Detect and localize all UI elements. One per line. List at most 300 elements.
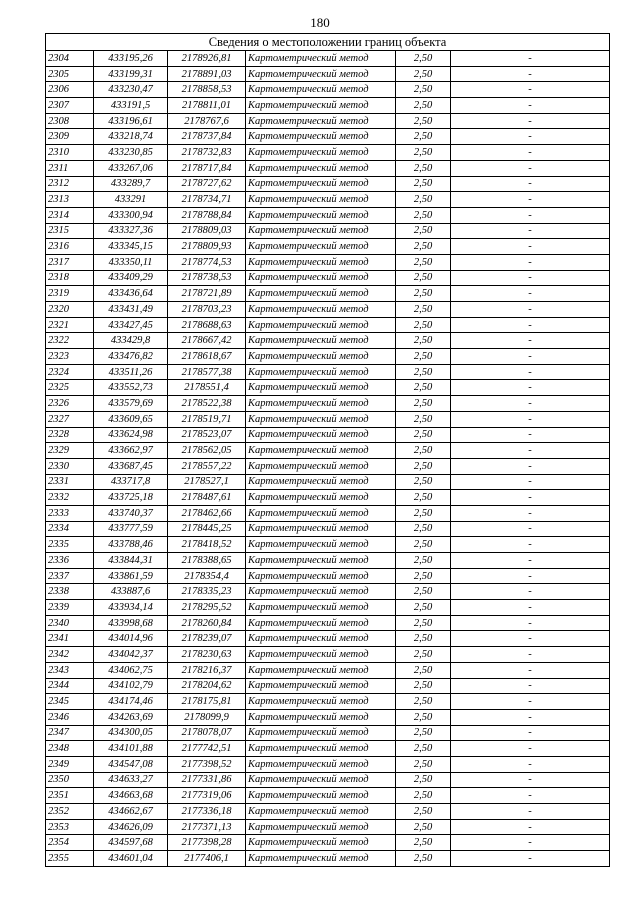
cell-accuracy: 2,50	[396, 741, 451, 757]
cell-point-number: 2342	[46, 647, 94, 663]
cell-accuracy: 2,50	[396, 772, 451, 788]
cell-accuracy: 2,50	[396, 694, 451, 710]
cell-coordinate-x: 433777,59	[94, 521, 168, 537]
cell-method: Картометрический метод	[246, 82, 396, 98]
table-row	[46, 458, 610, 474]
table-row	[46, 254, 610, 270]
cell-method: Картометрический метод	[246, 427, 396, 443]
cell-coordinate-x: 433427,45	[94, 317, 168, 333]
cell-point-number: 2344	[46, 678, 94, 694]
cell-method: Картометрический метод	[246, 270, 396, 286]
cell-coordinate-y: 2177319,06	[168, 788, 246, 804]
cell-point-number: 2341	[46, 631, 94, 647]
cell-coordinate-y: 2178260,84	[168, 615, 246, 631]
cell-coordinate-x: 434174,46	[94, 694, 168, 710]
cell-description: -	[451, 443, 610, 459]
cell-description: -	[451, 411, 610, 427]
cell-point-number: 2306	[46, 82, 94, 98]
cell-coordinate-x: 433191,5	[94, 98, 168, 114]
cell-coordinate-y: 2178688,63	[168, 317, 246, 333]
cell-coordinate-y: 2178295,52	[168, 600, 246, 616]
cell-method: Картометрический метод	[246, 286, 396, 302]
cell-coordinate-x: 433998,68	[94, 615, 168, 631]
cell-coordinate-y: 2178557,22	[168, 458, 246, 474]
cell-coordinate-x: 433788,46	[94, 537, 168, 553]
cell-coordinate-x: 434547,08	[94, 756, 168, 772]
cell-point-number: 2338	[46, 584, 94, 600]
cell-coordinate-y: 2178523,07	[168, 427, 246, 443]
cell-accuracy: 2,50	[396, 223, 451, 239]
cell-accuracy: 2,50	[396, 270, 451, 286]
cell-point-number: 2339	[46, 600, 94, 616]
cell-point-number: 2328	[46, 427, 94, 443]
cell-coordinate-x: 434662,67	[94, 804, 168, 820]
cell-coordinate-y: 2178487,61	[168, 490, 246, 506]
cell-description: -	[451, 819, 610, 835]
cell-point-number: 2335	[46, 537, 94, 553]
cell-coordinate-y: 2178926,81	[168, 51, 246, 67]
cell-coordinate-y: 2177331,86	[168, 772, 246, 788]
cell-coordinate-x: 434062,75	[94, 662, 168, 678]
cell-accuracy: 2,50	[396, 286, 451, 302]
cell-description: -	[451, 851, 610, 867]
cell-accuracy: 2,50	[396, 804, 451, 820]
cell-point-number: 2311	[46, 160, 94, 176]
cell-coordinate-x: 434633,27	[94, 772, 168, 788]
cell-point-number: 2331	[46, 474, 94, 490]
cell-coordinate-x: 433230,47	[94, 82, 168, 98]
cell-coordinate-x: 433579,69	[94, 396, 168, 412]
cell-coordinate-x: 434601,04	[94, 851, 168, 867]
cell-description: -	[451, 647, 610, 663]
cell-point-number: 2307	[46, 98, 94, 114]
cell-method: Картометрический метод	[246, 364, 396, 380]
cell-method: Картометрический метод	[246, 474, 396, 490]
cell-coordinate-x: 433609,65	[94, 411, 168, 427]
cell-accuracy: 2,50	[396, 254, 451, 270]
cell-method: Картометрический метод	[246, 851, 396, 867]
cell-point-number: 2327	[46, 411, 94, 427]
cell-accuracy: 2,50	[396, 98, 451, 114]
cell-method: Картометрический метод	[246, 223, 396, 239]
cell-coordinate-x: 433267,06	[94, 160, 168, 176]
cell-coordinate-x: 433327,36	[94, 223, 168, 239]
table-row	[46, 709, 610, 725]
cell-description: -	[451, 254, 610, 270]
cell-coordinate-y: 2177742,51	[168, 741, 246, 757]
cell-coordinate-x: 434101,88	[94, 741, 168, 757]
cell-coordinate-y: 2178418,52	[168, 537, 246, 553]
cell-method: Картометрический метод	[246, 349, 396, 365]
cell-description: -	[451, 537, 610, 553]
cell-point-number: 2319	[46, 286, 94, 302]
cell-method: Картометрический метод	[246, 725, 396, 741]
table-row	[46, 333, 610, 349]
table-row	[46, 788, 610, 804]
table-row	[46, 647, 610, 663]
cell-description: -	[451, 568, 610, 584]
cell-point-number: 2324	[46, 364, 94, 380]
cell-point-number: 2340	[46, 615, 94, 631]
cell-point-number: 2348	[46, 741, 94, 757]
table-row	[46, 207, 610, 223]
table-row	[46, 51, 610, 67]
cell-accuracy: 2,50	[396, 427, 451, 443]
cell-method: Картометрический метод	[246, 631, 396, 647]
cell-point-number: 2305	[46, 66, 94, 82]
cell-description: -	[451, 380, 610, 396]
cell-description: -	[451, 113, 610, 129]
cell-coordinate-y: 2178738,53	[168, 270, 246, 286]
cell-accuracy: 2,50	[396, 411, 451, 427]
cell-accuracy: 2,50	[396, 364, 451, 380]
cell-method: Картометрический метод	[246, 443, 396, 459]
cell-accuracy: 2,50	[396, 521, 451, 537]
cell-point-number: 2347	[46, 725, 94, 741]
table-row	[46, 662, 610, 678]
cell-coordinate-y: 2177398,52	[168, 756, 246, 772]
table-row	[46, 694, 610, 710]
cell-method: Картометрический метод	[246, 207, 396, 223]
cell-accuracy: 2,50	[396, 647, 451, 663]
cell-description: -	[451, 333, 610, 349]
cell-description: -	[451, 521, 610, 537]
table-row	[46, 427, 610, 443]
cell-method: Картометрический метод	[246, 98, 396, 114]
cell-coordinate-x: 434102,79	[94, 678, 168, 694]
cell-coordinate-y: 2178388,65	[168, 553, 246, 569]
table-row	[46, 129, 610, 145]
table-row	[46, 239, 610, 255]
cell-point-number: 2336	[46, 553, 94, 569]
table-row	[46, 600, 610, 616]
cell-coordinate-y: 2178522,38	[168, 396, 246, 412]
cell-point-number: 2320	[46, 302, 94, 318]
table-row	[46, 396, 610, 412]
cell-method: Картометрический метод	[246, 647, 396, 663]
cell-description: -	[451, 364, 610, 380]
cell-coordinate-x: 433934,14	[94, 600, 168, 616]
table-row	[46, 553, 610, 569]
cell-method: Картометрический метод	[246, 804, 396, 820]
cell-coordinate-y: 2178737,84	[168, 129, 246, 145]
cell-coordinate-y: 2177406,1	[168, 851, 246, 867]
cell-coordinate-y: 2178562,05	[168, 443, 246, 459]
cell-coordinate-x: 433195,26	[94, 51, 168, 67]
cell-method: Картометрический метод	[246, 302, 396, 318]
cell-accuracy: 2,50	[396, 662, 451, 678]
cell-method: Картометрический метод	[246, 537, 396, 553]
table-row	[46, 851, 610, 867]
cell-coordinate-y: 2178667,42	[168, 333, 246, 349]
table-row	[46, 82, 610, 98]
cell-description: -	[451, 176, 610, 192]
cell-point-number: 2316	[46, 239, 94, 255]
cell-point-number: 2354	[46, 835, 94, 851]
cell-description: -	[451, 553, 610, 569]
cell-coordinate-y: 2178078,07	[168, 725, 246, 741]
cell-coordinate-y: 2178099,9	[168, 709, 246, 725]
cell-coordinate-x: 433300,94	[94, 207, 168, 223]
cell-coordinate-y: 2178788,84	[168, 207, 246, 223]
cell-method: Картометрический метод	[246, 254, 396, 270]
cell-point-number: 2315	[46, 223, 94, 239]
table-row	[46, 772, 610, 788]
cell-description: -	[451, 490, 610, 506]
cell-description: -	[451, 270, 610, 286]
cell-coordinate-y: 2178732,83	[168, 145, 246, 161]
cell-description: -	[451, 396, 610, 412]
table-row	[46, 835, 610, 851]
cell-coordinate-x: 433436,64	[94, 286, 168, 302]
cell-accuracy: 2,50	[396, 600, 451, 616]
cell-accuracy: 2,50	[396, 537, 451, 553]
cell-description: -	[451, 505, 610, 521]
cell-point-number: 2309	[46, 129, 94, 145]
cell-description: -	[451, 239, 610, 255]
cell-coordinate-x: 434263,69	[94, 709, 168, 725]
cell-point-number: 2351	[46, 788, 94, 804]
cell-point-number: 2310	[46, 145, 94, 161]
cell-coordinate-x: 433199,31	[94, 66, 168, 82]
cell-description: -	[451, 756, 610, 772]
cell-description: -	[451, 600, 610, 616]
cell-point-number: 2308	[46, 113, 94, 129]
cell-coordinate-x: 434626,09	[94, 819, 168, 835]
cell-point-number: 2355	[46, 851, 94, 867]
cell-coordinate-y: 2178618,67	[168, 349, 246, 365]
table-row	[46, 443, 610, 459]
cell-point-number: 2304	[46, 51, 94, 67]
cell-description: -	[451, 631, 610, 647]
cell-coordinate-y: 2178216,37	[168, 662, 246, 678]
cell-description: -	[451, 145, 610, 161]
table-row	[46, 490, 610, 506]
cell-point-number: 2345	[46, 694, 94, 710]
table-row	[46, 223, 610, 239]
table-row	[46, 364, 610, 380]
cell-accuracy: 2,50	[396, 333, 451, 349]
cell-method: Картометрический метод	[246, 396, 396, 412]
cell-accuracy: 2,50	[396, 176, 451, 192]
cell-method: Картометрический метод	[246, 694, 396, 710]
table-row	[46, 725, 610, 741]
table-row	[46, 568, 610, 584]
table-row	[46, 380, 610, 396]
cell-coordinate-x: 433218,74	[94, 129, 168, 145]
cell-coordinate-y: 2178335,23	[168, 584, 246, 600]
cell-description: -	[451, 66, 610, 82]
table-row	[46, 176, 610, 192]
cell-point-number: 2323	[46, 349, 94, 365]
cell-method: Картометрический метод	[246, 129, 396, 145]
cell-coordinate-x: 433662,97	[94, 443, 168, 459]
cell-coordinate-y: 2178527,1	[168, 474, 246, 490]
cell-coordinate-x: 433230,85	[94, 145, 168, 161]
cell-coordinate-y: 2178230,63	[168, 647, 246, 663]
cell-coordinate-y: 2178717,84	[168, 160, 246, 176]
cell-coordinate-y: 2178354,4	[168, 568, 246, 584]
cell-point-number: 2352	[46, 804, 94, 820]
cell-coordinate-y: 2177336,18	[168, 804, 246, 820]
cell-accuracy: 2,50	[396, 66, 451, 82]
cell-accuracy: 2,50	[396, 584, 451, 600]
cell-description: -	[451, 160, 610, 176]
cell-method: Картометрический метод	[246, 160, 396, 176]
cell-point-number: 2322	[46, 333, 94, 349]
cell-description: -	[451, 474, 610, 490]
cell-method: Картометрический метод	[246, 615, 396, 631]
cell-accuracy: 2,50	[396, 302, 451, 318]
cell-accuracy: 2,50	[396, 474, 451, 490]
table-row	[46, 270, 610, 286]
cell-point-number: 2332	[46, 490, 94, 506]
cell-method: Картометрический метод	[246, 411, 396, 427]
cell-description: -	[451, 678, 610, 694]
boundary-coordinates-table	[45, 33, 610, 867]
cell-point-number: 2313	[46, 192, 94, 208]
cell-coordinate-y: 2178577,38	[168, 364, 246, 380]
cell-method: Картометрический метод	[246, 192, 396, 208]
table-row	[46, 537, 610, 553]
cell-accuracy: 2,50	[396, 207, 451, 223]
cell-accuracy: 2,50	[396, 756, 451, 772]
cell-point-number: 2329	[46, 443, 94, 459]
cell-point-number: 2334	[46, 521, 94, 537]
cell-coordinate-y: 2178462,66	[168, 505, 246, 521]
table-row	[46, 411, 610, 427]
cell-description: -	[451, 349, 610, 365]
cell-coordinate-x: 433624,98	[94, 427, 168, 443]
cell-accuracy: 2,50	[396, 490, 451, 506]
cell-method: Картометрический метод	[246, 741, 396, 757]
table-row	[46, 302, 610, 318]
cell-method: Картометрический метод	[246, 505, 396, 521]
cell-method: Картометрический метод	[246, 553, 396, 569]
cell-point-number: 2350	[46, 772, 94, 788]
cell-coordinate-y: 2177398,28	[168, 835, 246, 851]
table-row	[46, 286, 610, 302]
cell-coordinate-x: 433887,6	[94, 584, 168, 600]
cell-description: -	[451, 804, 610, 820]
table-row	[46, 192, 610, 208]
cell-accuracy: 2,50	[396, 82, 451, 98]
cell-coordinate-y: 2178727,62	[168, 176, 246, 192]
cell-coordinate-x: 433289,7	[94, 176, 168, 192]
cell-coordinate-y: 2178891,03	[168, 66, 246, 82]
cell-accuracy: 2,50	[396, 380, 451, 396]
table-row	[46, 349, 610, 365]
cell-coordinate-x: 433552,73	[94, 380, 168, 396]
cell-coordinate-x: 434663,68	[94, 788, 168, 804]
cell-accuracy: 2,50	[396, 160, 451, 176]
cell-coordinate-y: 2178858,53	[168, 82, 246, 98]
cell-coordinate-y: 2178809,03	[168, 223, 246, 239]
cell-coordinate-y: 2178519,71	[168, 411, 246, 427]
cell-accuracy: 2,50	[396, 709, 451, 725]
cell-method: Картометрический метод	[246, 521, 396, 537]
cell-method: Картометрический метод	[246, 788, 396, 804]
cell-coordinate-x: 433687,45	[94, 458, 168, 474]
cell-point-number: 2333	[46, 505, 94, 521]
cell-method: Картометрический метод	[246, 819, 396, 835]
cell-description: -	[451, 741, 610, 757]
cell-description: -	[451, 98, 610, 114]
cell-method: Картометрический метод	[246, 678, 396, 694]
cell-coordinate-y: 2178734,71	[168, 192, 246, 208]
cell-method: Картометрический метод	[246, 145, 396, 161]
cell-coordinate-y: 2178767,6	[168, 113, 246, 129]
cell-accuracy: 2,50	[396, 145, 451, 161]
cell-method: Картометрический метод	[246, 584, 396, 600]
cell-method: Картометрический метод	[246, 772, 396, 788]
table-row	[46, 160, 610, 176]
cell-description: -	[451, 317, 610, 333]
cell-coordinate-y: 2177371,13	[168, 819, 246, 835]
cell-accuracy: 2,50	[396, 851, 451, 867]
table-row	[46, 98, 610, 114]
cell-accuracy: 2,50	[396, 317, 451, 333]
cell-point-number: 2314	[46, 207, 94, 223]
cell-method: Картометрический метод	[246, 239, 396, 255]
table-row	[46, 145, 610, 161]
cell-method: Картометрический метод	[246, 176, 396, 192]
cell-accuracy: 2,50	[396, 819, 451, 835]
cell-coordinate-x: 434042,37	[94, 647, 168, 663]
cell-coordinate-x: 433844,31	[94, 553, 168, 569]
table-row	[46, 741, 610, 757]
table-row	[46, 756, 610, 772]
cell-coordinate-x: 433476,82	[94, 349, 168, 365]
table-row	[46, 474, 610, 490]
cell-coordinate-y: 2178721,89	[168, 286, 246, 302]
cell-method: Картометрический метод	[246, 835, 396, 851]
cell-coordinate-x: 433291	[94, 192, 168, 208]
cell-point-number: 2343	[46, 662, 94, 678]
page-number: 180	[310, 15, 330, 30]
cell-method: Картометрический метод	[246, 113, 396, 129]
cell-accuracy: 2,50	[396, 835, 451, 851]
cell-method: Картометрический метод	[246, 66, 396, 82]
table-caption-row	[46, 34, 610, 51]
cell-coordinate-x: 433196,61	[94, 113, 168, 129]
cell-method: Картометрический метод	[246, 380, 396, 396]
cell-coordinate-x: 433861,59	[94, 568, 168, 584]
table-body	[46, 51, 610, 867]
cell-point-number: 2346	[46, 709, 94, 725]
cell-coordinate-x: 433431,49	[94, 302, 168, 318]
cell-description: -	[451, 458, 610, 474]
cell-accuracy: 2,50	[396, 349, 451, 365]
cell-point-number: 2325	[46, 380, 94, 396]
cell-method: Картометрический метод	[246, 490, 396, 506]
cell-description: -	[451, 788, 610, 804]
cell-coordinate-y: 2178239,07	[168, 631, 246, 647]
cell-method: Картометрический метод	[246, 333, 396, 349]
cell-coordinate-y: 2178204,62	[168, 678, 246, 694]
cell-description: -	[451, 286, 610, 302]
cell-coordinate-x: 433429,8	[94, 333, 168, 349]
cell-coordinate-x: 433350,11	[94, 254, 168, 270]
cell-coordinate-x: 433740,37	[94, 505, 168, 521]
cell-coordinate-y: 2178445,25	[168, 521, 246, 537]
cell-method: Картометрический метод	[246, 458, 396, 474]
cell-method: Картометрический метод	[246, 756, 396, 772]
cell-method: Картометрический метод	[246, 317, 396, 333]
cell-description: -	[451, 694, 610, 710]
cell-coordinate-x: 433409,29	[94, 270, 168, 286]
cell-accuracy: 2,50	[396, 615, 451, 631]
